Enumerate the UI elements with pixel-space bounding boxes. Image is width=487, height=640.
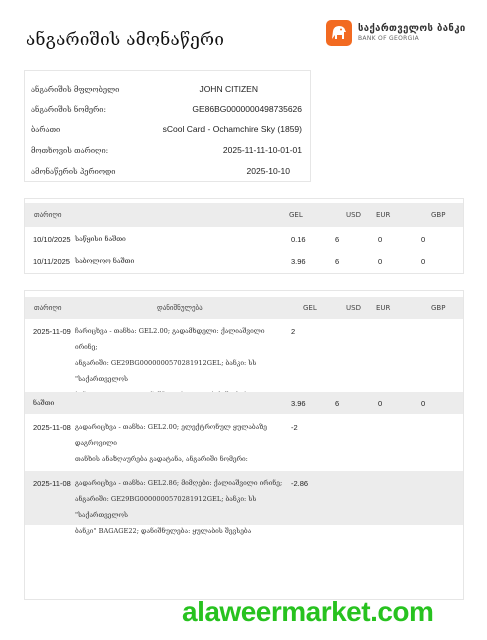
info-row-request-date bbox=[31, 140, 302, 160]
info-label: ამონაწერის პერიოდი bbox=[31, 166, 116, 176]
row-gbp: 0 bbox=[421, 234, 426, 244]
table-header bbox=[25, 297, 463, 319]
info-label: ანგარიშის ნომერი: bbox=[31, 104, 106, 114]
info-label: ანგარიშის მფლობელი bbox=[31, 84, 120, 94]
lion-logo-icon bbox=[326, 20, 352, 46]
description-line: ჩარიცხვა - თანხა: GEL2.00; გადამხდელი: ქალიაშვილი ირინე; bbox=[75, 327, 265, 351]
table-row bbox=[25, 323, 463, 387]
row-usd: 6 bbox=[335, 256, 340, 266]
page-title: ანგარიშის ამონაწერი bbox=[26, 30, 225, 50]
row-gbp: 0 bbox=[421, 399, 426, 408]
header-eur: EUR bbox=[376, 211, 391, 219]
info-value: JOHN CITIZEN bbox=[199, 84, 258, 94]
header-date: თარიღი bbox=[34, 211, 62, 219]
table-row bbox=[25, 471, 463, 535]
header-gel: GEL bbox=[289, 211, 303, 219]
row-eur: 0 bbox=[378, 256, 383, 266]
table-row-balance bbox=[25, 392, 463, 414]
info-value: 2025-11-11-10-01-01 bbox=[222, 145, 302, 155]
info-value: GE86BG0000000498735626 bbox=[192, 104, 302, 114]
header-usd: USD bbox=[346, 211, 361, 219]
header-gel: GEL bbox=[303, 304, 317, 312]
table-row bbox=[25, 228, 463, 250]
row-description bbox=[75, 323, 285, 403]
row-gel: 3.96 bbox=[291, 256, 306, 266]
info-value: 2025-10-10 bbox=[246, 166, 290, 176]
info-label: მოთხოვის თარიღი: bbox=[31, 145, 109, 155]
row-date: 2025-11-09 bbox=[33, 327, 71, 336]
header-gbp: GBP bbox=[431, 211, 446, 219]
description-line: გადარიცხვა - თანხა: GEL2.00; ელექტრონულ ყულაბაზე დაგროვილი bbox=[75, 423, 267, 447]
header-description: დანიშნულება bbox=[157, 304, 203, 312]
info-row-card bbox=[31, 119, 302, 139]
row-date: 10/10/2025 bbox=[33, 234, 71, 244]
row-usd: 6 bbox=[335, 399, 340, 408]
row-label: საბოლოო ნაშთი bbox=[75, 257, 135, 265]
description-line: ანგარიში: GE29BG0000000570281912GEL; ბანკი: სს "საქართველოს bbox=[75, 495, 257, 519]
row-date: 10/11/2025 bbox=[33, 256, 70, 266]
transactions-table bbox=[24, 290, 464, 600]
row-gel: -2.86 bbox=[291, 479, 309, 488]
row-usd: 6 bbox=[335, 234, 340, 244]
header-gbp: GBP bbox=[431, 304, 446, 312]
row-date: 2025-11-08 bbox=[33, 479, 71, 488]
table-header bbox=[25, 203, 463, 227]
description-line: ბანკი" BAGAGE22; დანიშნულება: ყულაბის შევსება bbox=[75, 527, 252, 535]
row-eur: 0 bbox=[378, 234, 383, 244]
watermark-text: alaweermarket.com bbox=[182, 596, 434, 627]
bank-name-ka: საქართველოს ბანკი bbox=[358, 22, 466, 34]
info-row-period bbox=[31, 161, 302, 181]
table-row bbox=[25, 419, 463, 469]
row-date: 2025-11-08 bbox=[33, 423, 71, 432]
row-gel: 3.96 bbox=[291, 399, 306, 408]
info-row-account bbox=[31, 99, 302, 119]
account-info-card bbox=[24, 70, 311, 182]
row-label: ნაშთი bbox=[33, 399, 55, 407]
bank-name-en: BANK OF GEORGIA bbox=[358, 35, 419, 43]
header-eur: EUR bbox=[376, 304, 391, 312]
row-description bbox=[75, 475, 285, 539]
table-row bbox=[25, 250, 463, 272]
row-label: საწყისი ნაშთი bbox=[75, 235, 126, 243]
info-label: ბარათი bbox=[31, 124, 61, 134]
description-line: თანხის ანაზღაურება გადატანა, ანგარიში ნომერი: bbox=[75, 455, 248, 463]
header-usd: USD bbox=[346, 304, 361, 312]
description-line: ანგარიში: GE29BG0000000570281912GEL; ბანკი: სს "საქართველოს bbox=[75, 359, 257, 383]
row-eur: 0 bbox=[378, 399, 383, 408]
description-line: გადარიცხვა - თანხა: GEL2.86; მიმღები: ქალიაშვილი ირინე; bbox=[75, 479, 283, 487]
row-gbp: 0 bbox=[421, 256, 426, 266]
row-gel: -2 bbox=[291, 423, 298, 432]
bank-logo bbox=[326, 18, 471, 48]
info-row-owner bbox=[31, 79, 302, 99]
header-date: თარიღი bbox=[34, 304, 62, 312]
info-value: sCool Card - Ochamchire Sky (1859) bbox=[162, 124, 302, 134]
row-gel: 2 bbox=[291, 327, 296, 336]
row-gel: 0.16 bbox=[291, 234, 306, 244]
balances-table bbox=[24, 198, 464, 274]
